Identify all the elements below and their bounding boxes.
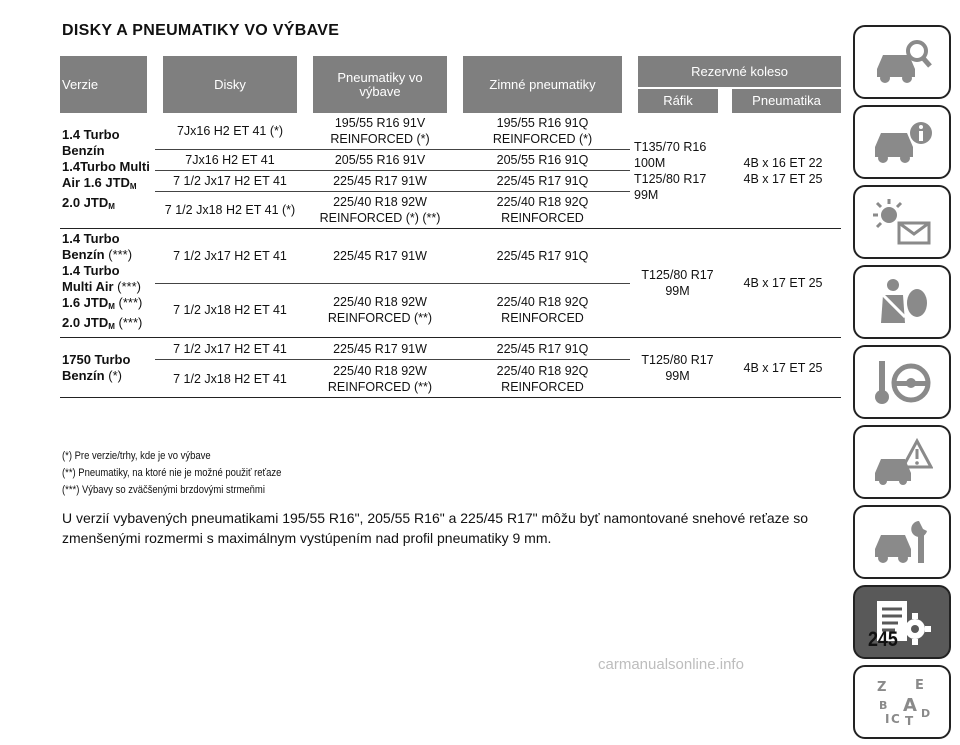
- rim-cell: 7Jx16 H2 ET 41: [155, 150, 305, 171]
- rims-tyres-table: [60, 56, 841, 398]
- car-warning-triangle-icon: [871, 437, 933, 487]
- footnote: (**) Pneumatiky, na ktoré nie je možné použiť reťaze: [62, 467, 282, 479]
- alphabetical-index-icon: [871, 677, 933, 727]
- spare-tyre-cell: 4B x 16 ET 22 4B x 17 ET 25: [725, 113, 841, 229]
- rim-cell: 7 1/2 Jx17 H2 ET 41: [155, 338, 305, 360]
- winter-tyre-cell: 225/45 R17 91Q: [455, 229, 630, 284]
- table-row: [60, 338, 841, 360]
- svg-text:I: I: [885, 712, 890, 726]
- spare-tyre-cell: 4B x 17 ET 25: [725, 338, 841, 398]
- warning-light-envelope-icon: [871, 197, 933, 247]
- car-info-icon: [871, 117, 933, 167]
- spare-rim-cell: T125/80 R17 99M: [630, 229, 725, 338]
- table-row: [60, 229, 841, 284]
- winter-tyre-cell: 225/40 R18 92Q REINFORCED: [455, 283, 630, 338]
- car-wrench-icon: [871, 517, 933, 567]
- header-spare-rim: Ráfik: [630, 88, 725, 113]
- tyre-cell: 225/45 R17 91W: [305, 229, 455, 284]
- spare-rim-cell: T135/70 R16 100M T125/80 R17 99M: [630, 113, 725, 229]
- version-cell: 1.4 Turbo Benzín (***) 1.4 Turbo Multi Air (***) 1.6 $JTD_M$ (***) 2.0 $JTD_M$ (***): [60, 229, 155, 338]
- table-row: [60, 113, 841, 150]
- winter-tyre-cell: 205/55 R16 91Q: [455, 150, 630, 171]
- rim-cell: 7 1/2 Jx18 H2 ET 41: [155, 360, 305, 398]
- header-winter-tyres: Zimné pneumatiky: [455, 56, 630, 113]
- tyre-cell: 205/55 R16 91V: [305, 150, 455, 171]
- footnote: (*) Pre verzie/trhy, kde je vo výbave: [62, 450, 211, 462]
- rim-cell: 7 1/2 Jx17 H2 ET 41: [155, 171, 305, 192]
- tab-index[interactable]: [853, 665, 951, 739]
- svg-text:T: T: [905, 714, 914, 727]
- tyre-cell: 195/55 R16 91V REINFORCED (*): [305, 113, 455, 150]
- header-rims: Disky: [155, 56, 305, 113]
- winter-tyre-cell: 225/45 R17 91Q: [455, 171, 630, 192]
- key-steering-wheel-icon: [871, 357, 933, 407]
- tab-starting-driving[interactable]: [853, 345, 951, 419]
- version-cell: 1.4 Turbo Benzín 1.4Turbo Multi Air 1.6 $JTD_M$ 2.0 $JTD_M$: [60, 113, 155, 229]
- rim-cell: 7 1/2 Jx18 H2 ET 41 (*): [155, 192, 305, 229]
- svg-text:D: D: [921, 707, 931, 720]
- header-spare-tyre: Pneumatika: [725, 88, 841, 113]
- header-tyres: Pneumatiky vo výbave: [305, 56, 455, 113]
- svg-text:Z: Z: [877, 680, 887, 695]
- tyre-cell: 225/40 R18 92W REINFORCED (**): [305, 283, 455, 338]
- rim-cell: 7 1/2 Jx18 H2 ET 41: [155, 283, 305, 338]
- svg-text:A: A: [903, 695, 917, 716]
- page-number: 245: [868, 628, 898, 651]
- winter-tyre-cell: 225/40 R18 92Q REINFORCED: [455, 360, 630, 398]
- page-title: DISKY A PNEUMATIKY VO VÝBAVE: [62, 22, 340, 39]
- car-search-icon: [871, 37, 933, 87]
- rim-cell: 7 1/2 Jx17 H2 ET 41: [155, 229, 305, 284]
- tab-emergency[interactable]: [853, 425, 951, 499]
- tab-maintenance[interactable]: [853, 505, 951, 579]
- footnote: (***) Výbavy so zväčšenými brzdovými strmeňmi: [62, 484, 265, 496]
- tab-safety[interactable]: [853, 265, 951, 339]
- tyre-cell: 225/40 R18 92W REINFORCED (**): [305, 360, 455, 398]
- rim-cell: 7Jx16 H2 ET 41 (*): [155, 113, 305, 150]
- version-cell: 1750 Turbo Benzín (*): [60, 338, 155, 398]
- svg-text:C: C: [891, 712, 900, 726]
- seatbelt-airbag-icon: [871, 277, 933, 327]
- header-spare-wheel: Rezervné koleso: [630, 56, 841, 88]
- tyre-cell: 225/40 R18 92W REINFORCED (*) (**): [305, 192, 455, 229]
- tab-warning-lights[interactable]: [853, 185, 951, 259]
- tyre-cell: 225/45 R17 91W: [305, 338, 455, 360]
- tab-car-search[interactable]: [853, 25, 951, 99]
- spare-rim-cell: T125/80 R17 99M: [630, 338, 725, 398]
- footnotes: [62, 448, 317, 499]
- winter-tyre-cell: 195/55 R16 91Q REINFORCED (*): [455, 113, 630, 150]
- svg-text:E: E: [915, 678, 924, 693]
- tab-car-info[interactable]: [853, 105, 951, 179]
- spare-tyre-cell: 4B x 17 ET 25: [725, 229, 841, 338]
- watermark: carmanualsonline.info: [598, 656, 744, 673]
- svg-text:B: B: [879, 699, 888, 712]
- header-version: Verzie: [60, 56, 155, 113]
- winter-tyre-cell: 225/45 R17 91Q: [455, 338, 630, 360]
- winter-tyre-cell: 225/40 R18 92Q REINFORCED: [455, 192, 630, 229]
- snow-chains-paragraph: U verzií vybavených pneumatikami 195/55 R16", 205/55 R16" a 225/45 R17" môžu byť namontované snehové reťaze so zmenšenými rozmermi s maximálnym vystúpením nad profil pneumatiky 9 mm.: [62, 510, 809, 546]
- tyre-cell: 225/45 R17 91W: [305, 171, 455, 192]
